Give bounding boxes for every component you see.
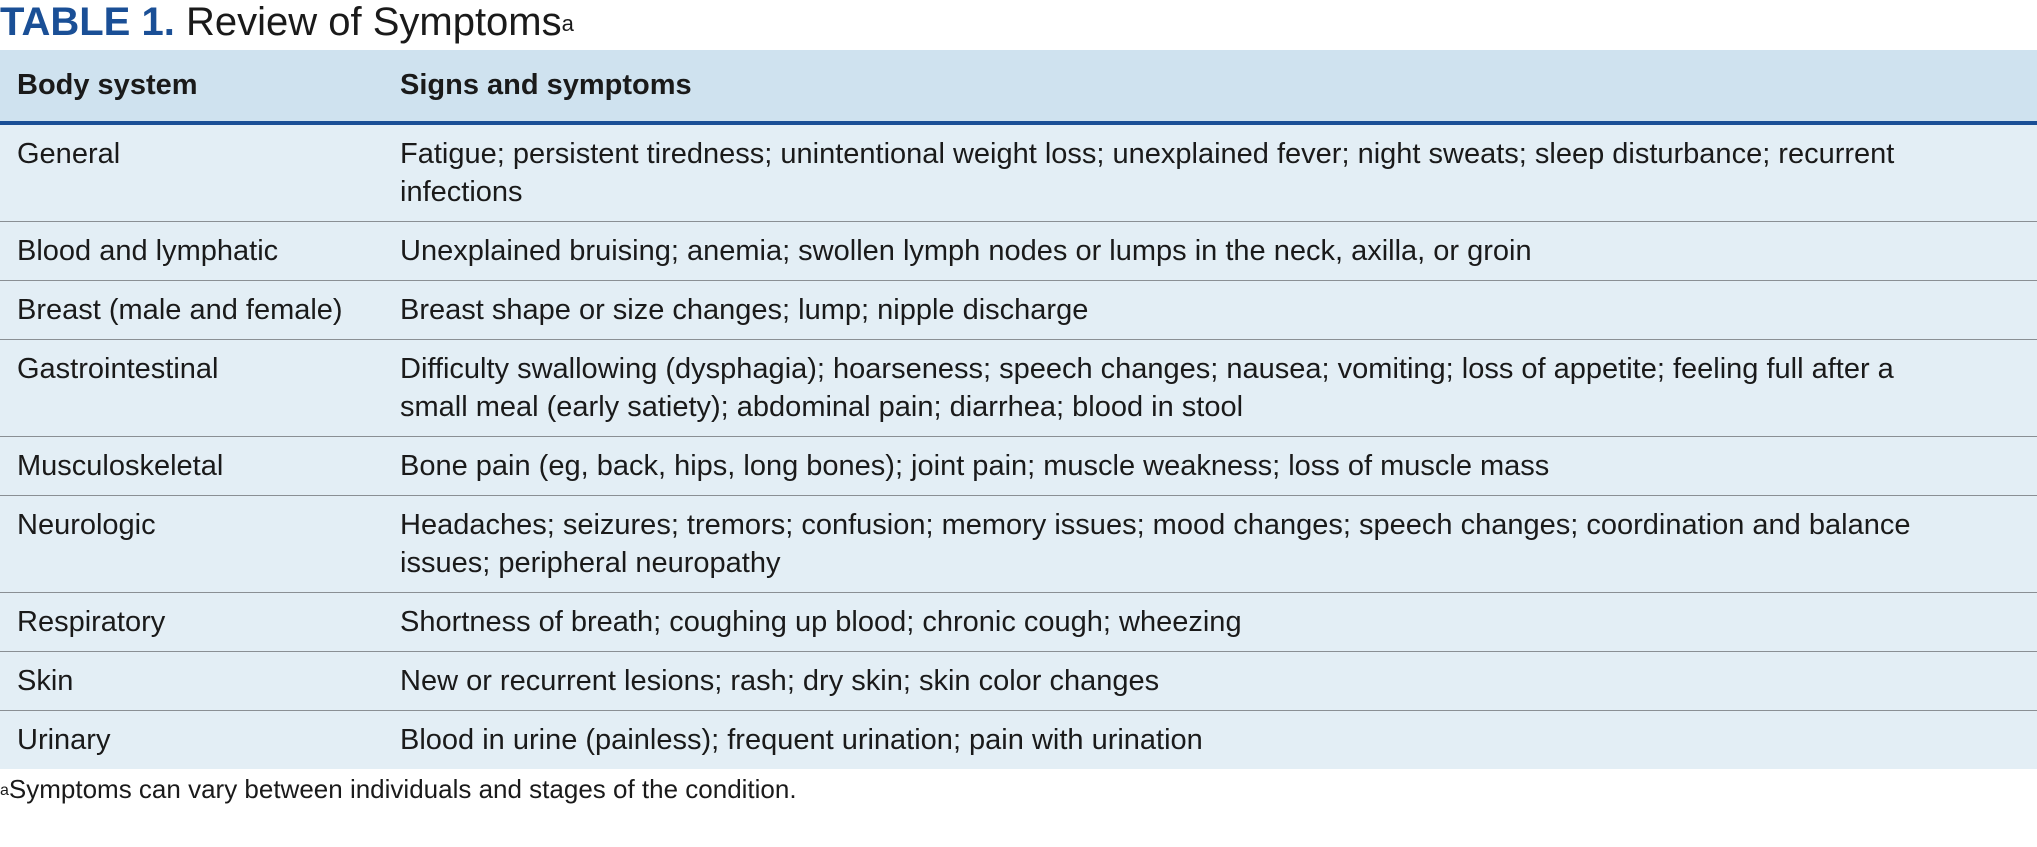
footnote-text: Symptoms can vary between individuals and stages of the condition.: [8, 774, 797, 804]
table-row: [0, 123, 2037, 222]
body-system-cell: Blood and lymphatic: [17, 235, 279, 267]
title-footnote-marker: a: [561, 11, 574, 36]
symptoms-cell: Breast shape or size changes; lump; nipple discharge: [400, 294, 1089, 326]
symptoms-cell: New or recurrent lesions; rash; dry skin; skin color changes: [400, 665, 1160, 697]
body-system-cell: Respiratory: [17, 606, 166, 638]
table-footnote: [0, 769, 2037, 807]
header-body-system: Body system: [0, 50, 384, 123]
table-header: [0, 50, 2037, 123]
table-row: [0, 437, 2037, 496]
body-system-cell: Gastrointestinal: [17, 353, 219, 385]
symptoms-cell: Unexplained bruising; anemia; swollen lymph nodes or lumps in the neck, axilla, or groin: [400, 235, 1532, 267]
table-row: [0, 711, 2037, 770]
symptoms-table: [0, 50, 2037, 769]
header-signs-symptoms: Signs and symptoms: [384, 50, 2037, 123]
table-body: [0, 123, 2037, 769]
body-system-cell: Neurologic: [17, 509, 156, 541]
header-row: [0, 50, 2037, 123]
symptoms-cell: Bone pain (eg, back, hips, long bones); joint pain; muscle weakness; loss of muscle mass: [400, 450, 1550, 482]
table-name: Review of Symptoms: [185, 0, 562, 44]
symptoms-cell: Shortness of breath; coughing up blood; chronic cough; wheezing: [400, 606, 1242, 638]
table-row: [0, 496, 2037, 593]
body-system-cell: Urinary: [17, 724, 111, 756]
table-row: [0, 593, 2037, 652]
body-system-cell: General: [17, 138, 121, 170]
table-row: [0, 340, 2037, 437]
symptoms-cell: Difficulty swallowing (dysphagia); hoarseness; speech changes; nausea; vomiting; loss of appetite; feeling full after a small meal (early satiety); abdominal pain; diarrhea; blood in stool: [400, 353, 1894, 423]
table-row: [0, 281, 2037, 340]
symptoms-cell: Blood in urine (painless); frequent urination; pain with urination: [400, 724, 1203, 756]
symptoms-cell: Fatigue; persistent tiredness; unintentional weight loss; unexplained fever; night sweats; sleep disturbance; recurrent infections: [400, 138, 1895, 208]
table-title: [0, 0, 2037, 50]
body-system-cell: Musculoskeletal: [17, 450, 224, 482]
symptoms-cell: Headaches; seizures; tremors; confusion; memory issues; mood changes; speech changes; coordination and balance issues; peripheral neuropathy: [400, 509, 1911, 579]
body-system-cell: Breast (male and female): [17, 294, 343, 326]
table-row: [0, 222, 2037, 281]
footnote-marker: a: [0, 782, 9, 799]
table-row: [0, 652, 2037, 711]
body-system-cell: Skin: [17, 665, 74, 697]
table-number: TABLE 1.: [0, 0, 175, 44]
